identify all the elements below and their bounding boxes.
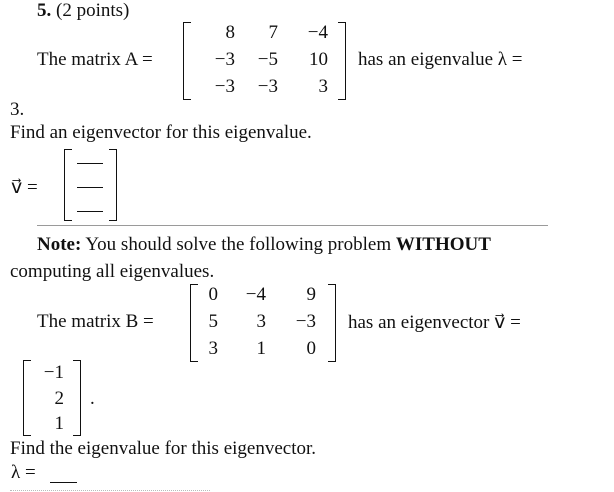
vector-answer-field[interactable] (77, 163, 103, 164)
lambda-answer-field[interactable] (50, 482, 77, 483)
eigenvector-cell: 2 (54, 388, 64, 409)
matrix-b-right-bracket (328, 284, 336, 362)
matrix-a-cell: −3 (257, 76, 278, 97)
eigenvector-cell: −1 (43, 362, 64, 383)
matrix-b-cell: 0 (208, 284, 218, 305)
note-label: Note: (37, 234, 82, 255)
matrix-a-cell: 10 (309, 49, 328, 70)
matrix-a-cell: −4 (307, 22, 328, 43)
eigenvector-instruction: Find an eigenvector for this eigenvalue. (10, 122, 312, 143)
vector-answer-field[interactable] (77, 187, 103, 188)
eigenvalue-value: 3. (10, 99, 25, 120)
matrix-b-cell: 3 (208, 338, 218, 359)
vector-answer-field[interactable] (77, 211, 103, 212)
matrix-b-cell: −4 (245, 284, 266, 305)
matrix-a-cell: −3 (214, 49, 235, 70)
eigenvalue-instruction: Find the eigenvalue for this eigenvector. (10, 438, 317, 459)
eigenvalue-lead: has an eigenvalue λ = (358, 49, 523, 70)
problem-number: 5. (37, 0, 52, 21)
matrix-a-cell: 3 (318, 76, 328, 97)
note-line-1 (37, 234, 491, 256)
matrix-b-lead: The matrix B = (37, 311, 154, 332)
note-line-2: computing all eigenvalues. (10, 261, 215, 282)
vector-right-bracket (109, 149, 117, 221)
problem-header (37, 0, 129, 22)
matrix-b-cell: 1 (256, 338, 266, 359)
eigenvector-lead: has an eigenvector v⃗ = (348, 312, 521, 333)
eigenvector-right-bracket (73, 360, 81, 436)
matrix-a-left-bracket (183, 22, 191, 100)
note-text: You should solve the following problem (85, 234, 392, 255)
section-divider (37, 225, 548, 226)
matrix-b-cell: 0 (306, 338, 316, 359)
matrix-b-cell: 3 (256, 311, 266, 332)
matrix-b-cell: −3 (295, 311, 316, 332)
matrix-a-cell: −3 (214, 76, 235, 97)
matrix-a-cell: 7 (268, 22, 278, 43)
eigenvector-period: . (90, 388, 95, 409)
vector-left-bracket (64, 149, 72, 221)
note-emphasis: WITHOUT (395, 234, 491, 255)
problem-points: (2 points) (56, 0, 130, 21)
cropped-line (10, 490, 210, 491)
matrix-b-cell: 9 (306, 284, 316, 305)
matrix-b-cell: 5 (208, 311, 218, 332)
vector-label: v⃗ = (11, 177, 38, 198)
matrix-a-lead: The matrix A = (37, 49, 153, 70)
matrix-a-right-bracket (338, 22, 346, 100)
matrix-a-cell: 8 (225, 22, 235, 43)
eigenvector-cell: 1 (54, 413, 64, 434)
lambda-label: λ = (11, 462, 36, 483)
matrix-a-cell: −5 (257, 49, 278, 70)
